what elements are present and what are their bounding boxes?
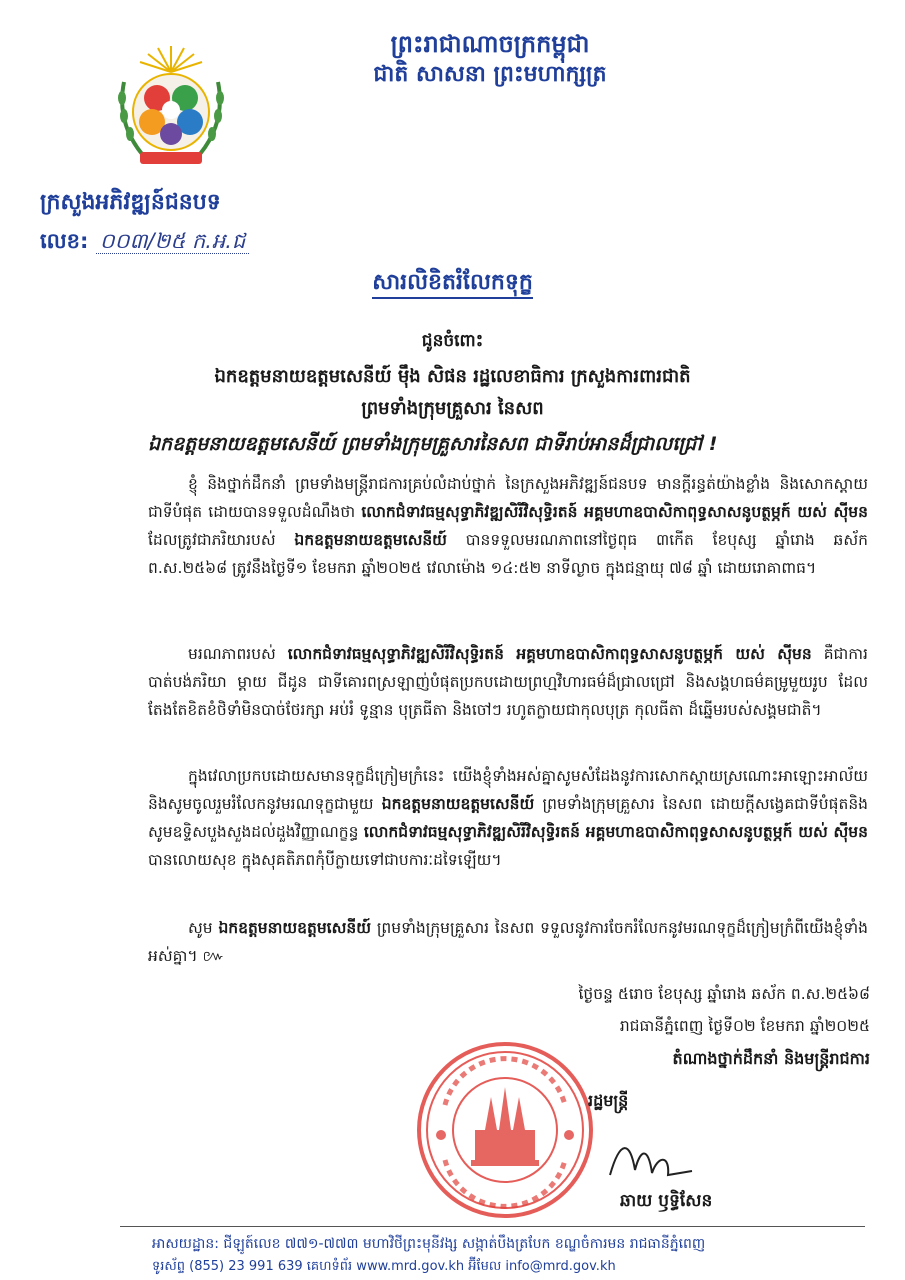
- paragraph-4: [148, 914, 868, 970]
- reference-value: ០០៣/២៥ ក.អ.ជ: [96, 229, 250, 254]
- footer-address: អាសយដ្ឋាន: ជីឡូត៍លេខ ៧៧១-៧៧៣ មហាវិថីព្រះមុនីវង្ស សង្កាត់បឹងត្របែក ខណ្ឌចំការមន រាជធានីភ្នំពេញ: [152, 1236, 706, 1252]
- paragraph-4-recipient-title: ឯកឧត្តមនាយឧត្តមសេនីយ៍: [218, 919, 371, 937]
- ministry-name: ក្រសួងអភិវឌ្ឍន៍ជនបទ: [40, 190, 221, 215]
- kingdom-title: ព្រះរាជាណាចក្រកម្ពុជា: [390, 30, 590, 58]
- letter-title: [0, 268, 905, 300]
- paragraph-2-text-c: គឺជាការបាត់បង់ភរិយា ម្តាយ ជីដូន ជាទីគោរពស្រឡាញ់បំផុតប្រកបដោយព្រហ្មវិហារធម៌ដ៏ជ្រាលជ្រៅ និងសង្គហធម៌គម្រូមួយរូប ដែលតែងតែខិតខំថិទាំមិនបាច់ថែរក្សា អប់រំ ទូន្មាន បុត្រធីតា និងចៅៗ រហូតក្លាយជាកុលបុត្រ កុលធីតា ដ៏ឆ្នើមរបស់សង្គមជាតិ។: [148, 645, 868, 719]
- footer-divider: [120, 1226, 865, 1227]
- paragraph-3-text-e: បានលោយសុខ ក្នុងសុគតិភពកុំបីក្លាយទៅជាបការៈដទៃឡើយ។: [148, 851, 502, 869]
- reference-label: លេខ:: [40, 229, 89, 253]
- paragraph-1: [148, 470, 868, 582]
- paragraph-4-text-c: ព្រមទាំងក្រុមគ្រួសារ នៃសព ទទួលនូវការចែករំលែកនូវមរណទុក្ខដ៏ក្រៀមក្រំពីយើងខ្ញុំទាំងអស់គ្នា។ ៚: [148, 919, 869, 965]
- ministry-emblem-icon: [112, 42, 230, 172]
- paragraph-4-text-a: សូម: [188, 919, 213, 937]
- reference-number: [40, 228, 249, 259]
- paragraph-3-text-a: ក្នុងវេលាប្រកបដោយសមានទុក្ខដ៏ក្រៀមក្រំនេះ យើងខ្ញុំទាំងអស់គ្នាសូមសំដែងនូវការសោកស្តាយស្រណោះអាឡោះអាល័យ និងសូមចូលរួមរំលែកនូវមរណទុក្ខជាមួយ: [148, 767, 868, 813]
- kingdom-header: [360, 28, 620, 90]
- recipient-line-2: ព្រមទាំងក្រុមគ្រួសារ នៃសព: [361, 398, 544, 419]
- paragraph-1-recipient-title: ឯកឧត្តមនាយឧត្តមសេនីយ៍: [294, 531, 447, 549]
- minister-label: រដ្ឋមន្ត្រី: [588, 1091, 629, 1110]
- lunar-date: ថ្ងៃចន្ទ ៥រោច ខែបុស្ស ឆ្នាំរោង ឆស័ក ព.ស.២៥៦៨: [578, 985, 870, 1003]
- paragraph-1-text-e: បានទទួលមរណភាពនៅថ្ងៃពុធ ៣កើត ខែបុស្ស ឆ្នាំរោង ឆស័ក ព.ស.២៥៦៨ ត្រូវនឹងថ្ងៃទី១ ខែមករា ឆ្នាំ២០២៥ វេលាម៉ោង ១៤:៥២ នាទីល្ងាច ក្នុងជន្មាយុ ៧៨ ឆ្នាំ ដោយរោគាពាធ។: [148, 531, 868, 577]
- letter-title-text: សារលិខិតរំលែកទុក្ខ: [372, 270, 533, 299]
- footer-contact: ទូរស័ព្ទ (855) 23 991 639 គេហទំព័រ www.mrd.gov.kh អ៊ីមែល info@mrd.gov.kh: [152, 1259, 616, 1274]
- paragraph-3-deceased-name: លោកជំទាវធម្មសុទ្ធាភិវឌ្ឍសិរីវិសុទ្ធិរតន៍ អគ្គមហាឧបាសិកាពុទ្ធសាសនូបត្ថម្ភក៍ យស់ ស៊ីមន: [363, 823, 868, 841]
- recipient-label: ជូនចំពោះ: [421, 331, 484, 351]
- solar-date: រាជធានីភ្នំពេញ ថ្ងៃទី០២ ខែមករា ឆ្នាំ២០២៥: [619, 1017, 870, 1035]
- paragraph-3-recipient-title: ឯកឧត្តមនាយឧត្តមសេនីយ៍: [381, 795, 535, 813]
- salutation: ឯកឧត្តមនាយឧត្តមសេនីយ៍ ព្រមទាំងក្រុមគ្រួសារនៃសព ជាទីរាប់អានដ៏ជ្រាលជ្រៅ !: [148, 433, 718, 455]
- signer-title: តំណាងថ្នាក់ដឹកនាំ និងមន្ត្រីរាជការ: [672, 1049, 870, 1068]
- national-motto: ជាតិ សាសនា ព្រះមហាក្សត្រ: [373, 62, 607, 87]
- paragraph-1-text-a: ខ្ញុំ និងថ្នាក់ដឹកនាំ ព្រមទាំងមន្ត្រីរាជការគ្រប់លំដាប់ថ្នាក់ នៃក្រសួងអភិវឌ្ឍន៍ជនបទ មានក្តីរន្ធត់យ៉ាងខ្លាំង និងសោកស្តាយជាទីបំផុត ដោយបានទទួលដំណឹងថា: [148, 475, 868, 521]
- paragraph-3: [148, 762, 868, 874]
- paragraph-3-text-c: ព្រមទាំងក្រុមគ្រួសារ នៃសព ដោយក្តីសង្វេគជាទីបំផុតនិងសូមឧទ្ទិសបួងសួងដល់ដួងវិញ្ញាណក្ខន្ធ: [148, 795, 868, 841]
- paragraph-2: [148, 640, 868, 724]
- signature-icon: [600, 1135, 700, 1185]
- paragraph-1-text-c: ដែលត្រូវជាភរិយារបស់: [148, 531, 276, 549]
- paragraph-2-deceased-name: លោកជំទាវធម្មសុទ្ធាភិវឌ្ឍសិរីវិសុទ្ធិរតន៍ អគ្គមហាឧបាសិកាពុទ្ធសាសនូបត្ថម្ភក៍ យស់ ស៊ីមន: [287, 645, 812, 663]
- recipient-line-1: ឯកឧត្តមនាយឧត្តមសេនីយ៍ ម៉ឹង សិផន រដ្ឋលេខាធិការ ក្រសួងការពារជាតិ: [214, 366, 691, 387]
- paragraph-2-text-a: មរណភាពរបស់: [188, 645, 276, 663]
- paragraph-1-deceased-name: លោកជំទាវធម្មសុទ្ធាភិវឌ្ឍសិរីវិសុទ្ធិរតន៍ អគ្គមហាឧបាសិកាពុទ្ធសាសនូបត្ថម្ភក៍ យស់ ស៊ីមន: [361, 503, 868, 521]
- signer-name: ឆាយ ឫទ្ធិសែន: [620, 1191, 713, 1211]
